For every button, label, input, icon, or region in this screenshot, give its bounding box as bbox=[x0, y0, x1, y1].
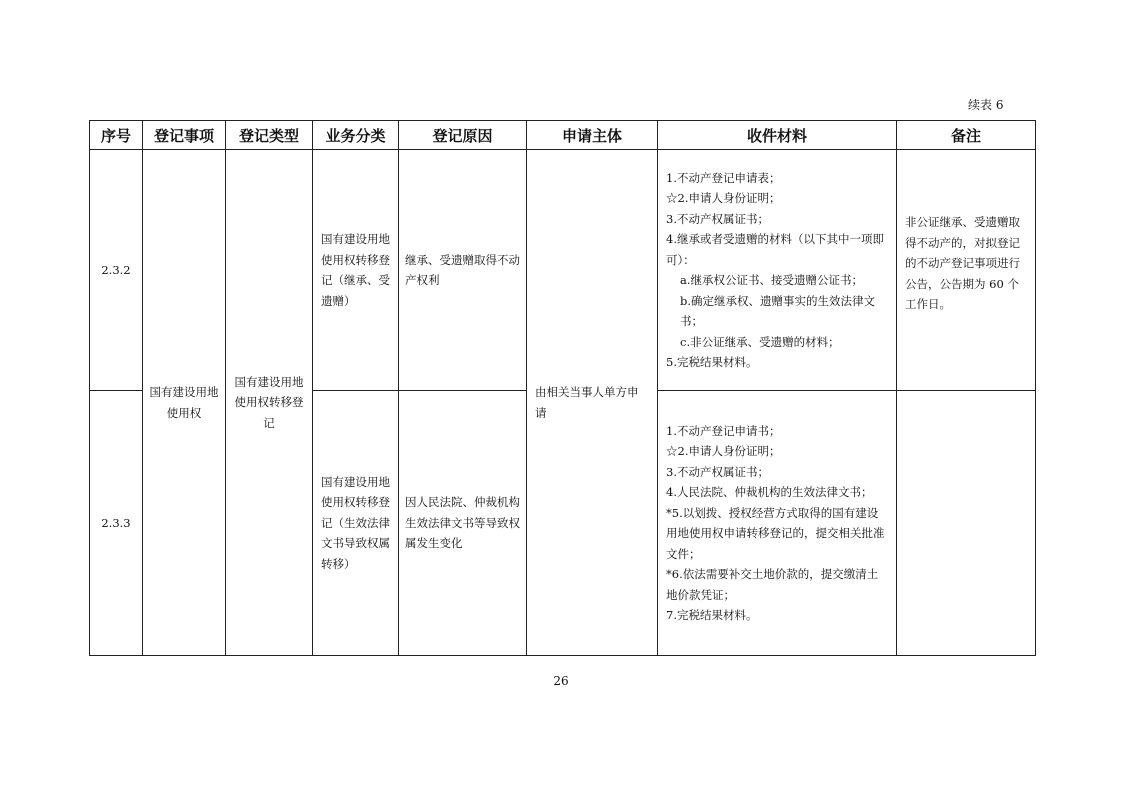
material-item: 4.继承或者受遗赠的材料（以下其中一项即可）： bbox=[666, 232, 884, 267]
header-registration-type: 登记类型 bbox=[226, 121, 313, 150]
header-row bbox=[90, 121, 1036, 150]
header-reason: 登记原因 bbox=[399, 121, 527, 150]
header-applicant: 申请主体 bbox=[527, 121, 658, 150]
header-materials: 收件材料 bbox=[658, 121, 897, 150]
registration-item-cell: 国有建设用地使用权 bbox=[143, 150, 226, 656]
header-remarks: 备注 bbox=[897, 121, 1036, 150]
material-item: *5.以划拨、授权经营方式取得的国有建设用地使用权申请转移登记的，提交相关批准文件； bbox=[666, 505, 885, 561]
header-business-category: 业务分类 bbox=[313, 121, 399, 150]
material-item: *6.依法需要补交土地价款的，提交缴清土地价款凭证； bbox=[666, 567, 879, 602]
material-item: 7.完税结果材料。 bbox=[666, 608, 758, 622]
registration-table bbox=[89, 120, 1036, 656]
continued-table-label: 续表 6 bbox=[968, 98, 1004, 112]
business-category-cell: 国有建设用地使用权转移登记（继承、受遗赠） bbox=[313, 150, 399, 391]
header-registration-item: 登记事项 bbox=[143, 121, 226, 150]
applicant-cell: 由相关当事人单方申请 bbox=[527, 150, 658, 656]
reason-cell: 继承、受遗赠取得不动产权利 bbox=[399, 150, 527, 391]
material-subitem: c.非公证继承、受遗赠的材料； bbox=[680, 334, 840, 349]
table-row bbox=[90, 150, 1036, 391]
material-item: 5.完税结果材料。 bbox=[666, 355, 758, 369]
material-item: 1.不动产登记申请表； bbox=[666, 170, 781, 185]
material-item: 3.不动产权属证书； bbox=[666, 211, 769, 226]
reason-cell: 因人民法院、仲裁机构生效法律文书等导致权属发生变化 bbox=[399, 391, 527, 656]
material-item: 4.人民法院、仲裁机构的生效法律文书； bbox=[666, 485, 873, 499]
materials-cell bbox=[658, 391, 897, 656]
registration-type-cell: 国有建设用地使用权转移登记 bbox=[226, 150, 313, 656]
materials-cell bbox=[658, 150, 897, 391]
page-number: 26 bbox=[553, 674, 569, 688]
remarks-cell bbox=[897, 391, 1036, 656]
material-subitem: b.确定继承权、遗赠事实的生效法律文书； bbox=[680, 293, 876, 328]
material-item: 3.不动产权属证书； bbox=[666, 464, 769, 479]
material-item: ☆2.申请人身份证明； bbox=[666, 191, 781, 205]
material-subitem: a.继承权公证书、接受遗赠公证书； bbox=[680, 273, 864, 287]
row-seq: 2.3.2 bbox=[90, 150, 143, 391]
remarks-cell: 非公证继承、受遗赠取得不动产的，对拟登记的不动产登记事项进行公告，公告期为 60 个工作日。 bbox=[897, 150, 1036, 391]
row-seq: 2.3.3 bbox=[90, 391, 143, 656]
header-seq: 序号 bbox=[90, 121, 143, 150]
material-item: ☆2.申请人身份证明； bbox=[666, 444, 781, 458]
material-item: 1.不动产登记申请书； bbox=[666, 423, 781, 438]
business-category-cell: 国有建设用地使用权转移登记（生效法律文书导致权属转移） bbox=[313, 391, 399, 656]
